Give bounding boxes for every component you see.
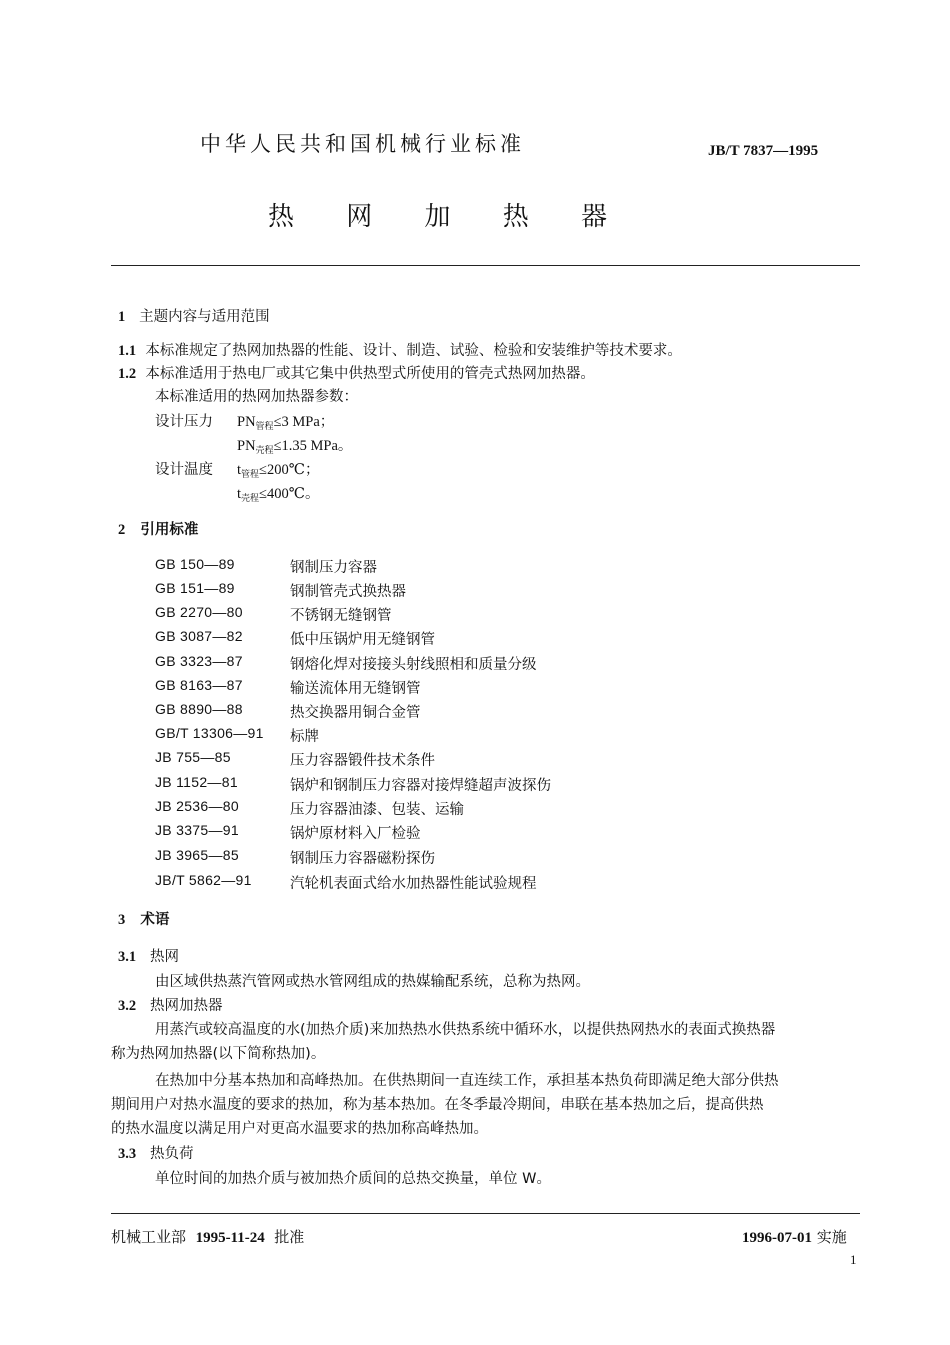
term-3-2-heading: 3.2 热网加热器 — [118, 998, 223, 1014]
reference-title: 锅炉原材料入厂检验 — [290, 826, 421, 842]
term-3-3-definition: 单位时间的加热介质与被加热介质间的总热交换量，单位 W。 — [155, 1171, 551, 1187]
reference-code: GB 3323—87 — [155, 653, 243, 669]
reference-title: 热交换器用铜合金管 — [290, 705, 421, 721]
reference-code: JB 1152—81 — [155, 774, 238, 790]
section-2-heading: 2 引用标准 — [118, 522, 199, 538]
reference-code: GB 8163—87 — [155, 677, 243, 693]
reference-title: 不锈钢无缝钢管 — [290, 608, 392, 624]
reference-code: JB 2536—80 — [155, 798, 239, 814]
reference-title: 低中压锅炉用无缝钢管 — [290, 632, 435, 648]
reference-title: 钢制压力容器 — [290, 560, 377, 576]
t-shell: $t_{壳程}\le 400℃$。 — [237, 486, 320, 503]
term-3-1-definition: 由区域供热蒸汽管网或热水管网组成的热媒输配系统，总称为热网。 — [155, 974, 590, 990]
t-tube: $t_{管程}\le 200℃$； — [237, 462, 320, 479]
standard-name: 中华人民共和国机械行业标准 — [200, 132, 525, 156]
reference-code: GB 8890—88 — [155, 701, 243, 717]
effective-info: 1996-07-01 实施 — [742, 1228, 847, 1246]
reference-code: GB 151—89 — [155, 580, 235, 596]
reference-code: JB 3965—85 — [155, 847, 239, 863]
reference-code: JB/T 5862—91 — [155, 872, 252, 888]
reference-code: JB 755—85 — [155, 749, 231, 765]
clause-1-2: 1.2 本标准适用于热电厂或其它集中供热型式所使用的管壳式热网加热器。 — [118, 366, 595, 382]
header-rule — [111, 265, 860, 266]
reference-title: 钢制管壳式换热器 — [290, 584, 406, 600]
reference-code: GB 150—89 — [155, 556, 235, 572]
reference-title: 锅炉和钢制压力容器对接焊缝超声波探伤 — [290, 778, 551, 794]
term-3-3-heading: 3.3 热负荷 — [118, 1146, 194, 1162]
reference-title: 钢熔化焊对接接头射线照相和质量分级 — [290, 657, 537, 673]
reference-title: 输送流体用无缝钢管 — [290, 681, 421, 697]
approval-info: 机械工业部 1995-11-24 批准 — [111, 1228, 305, 1246]
reference-code: GB 3087—82 — [155, 628, 243, 644]
pressure-label: 设计压力 — [155, 414, 213, 430]
standard-code: JB/T 7837—1995 — [708, 143, 819, 159]
term-3-2-paragraph-1: 用蒸汽或较高温度的水(加热介质)来加热热水供热系统中循环水，以提供热网热水的表面式换热器 称为热网加热器(以下简称热加)。 — [111, 1022, 776, 1062]
clause-1-1: 1.1 本标准规定了热网加热器的性能、设计、制造、试验、检验和安装维护等技术要求。 — [118, 343, 682, 359]
reference-title: 压力容器油漆、包装、运输 — [290, 802, 464, 818]
pn-shell: $PN_{壳程}\le 1.35$ MPa。 — [237, 438, 353, 455]
pn-tube: $PN_{管程}\le 3$ MPa； — [237, 414, 335, 431]
reference-title: 压力容器锻件技术条件 — [290, 753, 435, 769]
footer-rule — [111, 1213, 860, 1214]
params-intro: 本标准适用的热网加热器参数： — [155, 389, 358, 405]
reference-title: 汽轮机表面式给水加热器性能试验规程 — [290, 876, 537, 892]
temperature-label: 设计温度 — [155, 462, 213, 478]
section-1-heading: 1 主题内容与适用范围 — [118, 309, 270, 325]
reference-code: GB/T 13306—91 — [155, 725, 264, 741]
document-title: 热 网 加 热 器 — [268, 202, 630, 232]
reference-code: GB 2270—80 — [155, 604, 243, 620]
section-3-heading: 3 术语 — [118, 912, 170, 928]
term-3-2-paragraph-2: 在热加中分基本热加和高峰热加。在供热期间一直连续工作，承担基本热负荷即满足绝大部分供热 期间用户对热水温度的要求的热加，称为基本热加。在冬季最冷期间，串联在基本热加之后，提高供热 的热水温度以满足用户对更高水温要求的热加称高峰热加。 — [111, 1073, 779, 1137]
reference-code: JB 3375—91 — [155, 822, 239, 838]
reference-title: 钢制压力容器磁粉探伤 — [290, 851, 435, 867]
reference-title: 标牌 — [290, 729, 319, 745]
page-number: 1 — [850, 1252, 857, 1267]
term-3-1-heading: 3.1 热网 — [118, 949, 179, 965]
